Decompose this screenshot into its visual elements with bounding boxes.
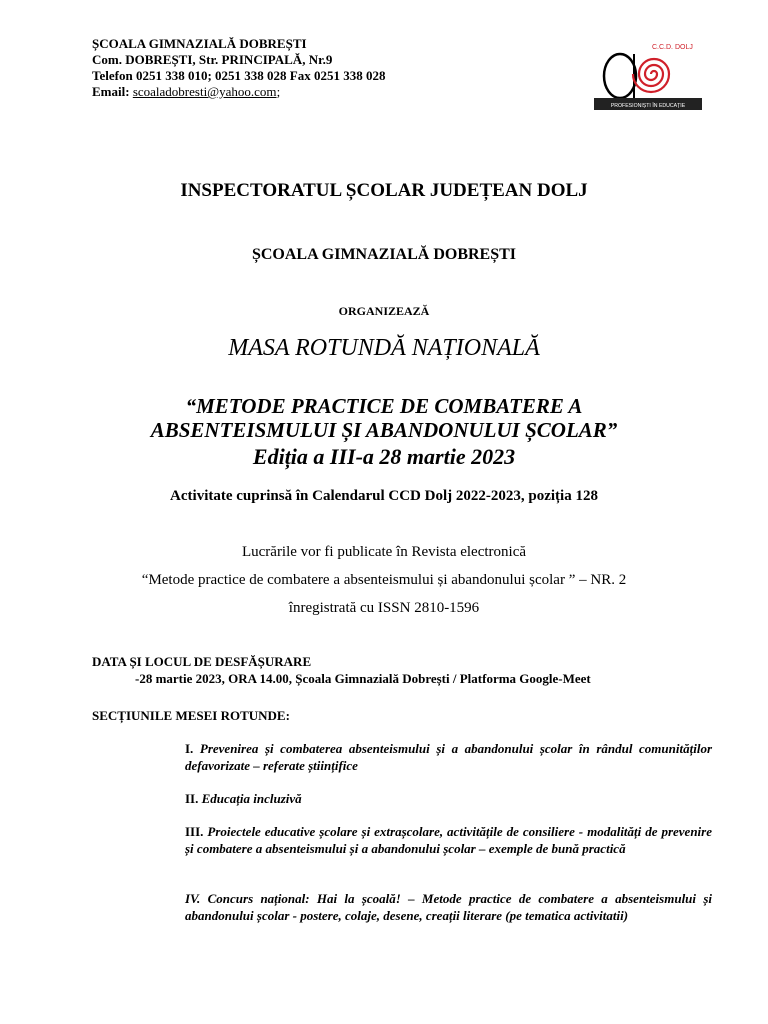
- inspectorate-title: INSPECTORATUL ȘCOLAR JUDEȚEAN DOLJ: [180, 180, 588, 201]
- letterhead: [92, 36, 385, 100]
- edition-date: Ediția a III-a 28 martie 2023: [252, 444, 516, 469]
- email-tail: ;: [276, 84, 281, 99]
- event-theme: [0, 394, 768, 442]
- venue-details: -28 martie 2023, ORA 14.00, Școala Gimnazială Dobrești / Platforma Google-Meet: [135, 671, 591, 686]
- logo-top-text: C.C.D. DOLJ: [652, 44, 693, 51]
- school-name: ȘCOALA GIMNAZIALĂ DOBREȘTI: [92, 36, 307, 51]
- section-text: Prevenirea și combaterea absenteismului și a abandonului școlar în rândul comunităților defavorizate – referate științifice: [185, 741, 712, 773]
- publication-line-1: Lucrările vor fi publicate în Revista electronică: [241, 544, 527, 560]
- section-text: Proiectele educative școlare și extrașcolare, activitățile de consiliere - modalități de prevenire și combatere a absenteismului și a abandonului școlar – exemple de bună practică: [185, 824, 712, 856]
- school-address: Com. DOBREȘTI, Str. PRINCIPALĂ, Nr.9: [92, 52, 333, 67]
- publication-note: [0, 538, 768, 622]
- email-link[interactable]: scoaladobresti@yahoo.com: [132, 84, 277, 99]
- logo-bottom-text: PROFESIONIȘTI ÎN EDUCAȚIE: [610, 103, 686, 109]
- section-item: [185, 740, 712, 774]
- event-title: MASA ROTUNDĂ NAȚIONALĂ: [228, 335, 540, 361]
- sections-label: SECȚIUNILE MESEI ROTUNDE:: [92, 708, 290, 723]
- theme-line-2: ABSENTEISMULUI ȘI ABANDONULUI ȘCOLAR”: [150, 418, 618, 442]
- section-number: IV.: [185, 891, 201, 906]
- section-number: II.: [185, 791, 199, 806]
- theme-line-1: “METODE PRACTICE DE COMBATERE A: [185, 394, 583, 418]
- school-phone: Telefon 0251 338 010; 0251 338 028 Fax 0251 338 028: [92, 68, 386, 83]
- spiral-logo-icon: [594, 40, 702, 112]
- publication-line-3: înregistrată cu ISSN 2810-1596: [288, 600, 480, 616]
- section-text: Concurs național: Hai la școală! – Metode practice de combatere a absenteismului și abandonului școlar - postere, colaje, desene, creații literare (pe tematica activitatii): [185, 891, 712, 923]
- organizes-label: ORGANIZEAZĂ: [338, 304, 430, 318]
- section-text: Educația incluzivă: [201, 791, 302, 806]
- publication-line-2: “Metode practice de combatere a absenteismului și abandonului școlar ” – NR. 2: [141, 572, 627, 588]
- venue-label: DATA ȘI LOCUL DE DESFĂȘURARE: [92, 654, 312, 669]
- section-number: III.: [185, 824, 204, 839]
- email-label: Email:: [92, 84, 130, 99]
- section-item: [185, 823, 712, 857]
- activity-calendar-note: Activitate cuprinsă în Calendarul CCD Dolj 2022-2023, poziția 128: [170, 488, 598, 504]
- school-email-line: [92, 84, 385, 100]
- school-title: ȘCOALA GIMNAZIALĂ DOBREȘTI: [251, 246, 517, 263]
- section-number: I.: [185, 741, 194, 756]
- section-item: [185, 790, 712, 807]
- ccd-dolj-logo: [594, 40, 702, 112]
- section-item: [185, 890, 712, 924]
